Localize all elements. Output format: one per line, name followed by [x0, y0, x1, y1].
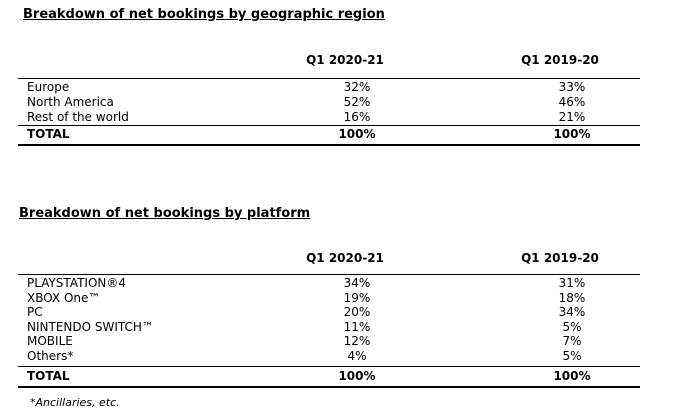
row-value-q1-2020-21: 11%	[343, 320, 371, 334]
total-value-q1-2019-20: 100%	[553, 369, 591, 383]
platform-total-rule	[18, 366, 640, 367]
row-value-q1-2020-21: 20%	[343, 305, 371, 319]
platform-row-nintendo-switch	[27, 320, 640, 335]
platform-header-rule	[18, 274, 640, 275]
row-label: NINTENDO SWITCH™	[27, 320, 154, 334]
total-value-q1-2020-21: 100%	[338, 127, 376, 141]
row-value-q1-2019-20: 31%	[558, 276, 586, 290]
platform-row-total	[27, 369, 640, 384]
platform-table-title: Breakdown of net bookings by platform	[19, 206, 311, 221]
region-bottom-rule	[18, 144, 640, 146]
platform-row-pc	[27, 305, 640, 320]
row-value-q1-2020-21: 32%	[343, 80, 371, 94]
row-value-q1-2019-20: 21%	[558, 110, 586, 124]
row-label: Others*	[27, 349, 74, 363]
region-row-north-america	[27, 95, 640, 110]
platform-row-mobile	[27, 334, 640, 349]
row-value-q1-2020-21: 52%	[343, 95, 371, 109]
platform-col-header-q1-2020-21: Q1 2020-21	[306, 251, 384, 265]
row-value-q1-2020-21: 4%	[347, 349, 367, 363]
row-value-q1-2020-21: 19%	[343, 291, 371, 305]
total-label: TOTAL	[27, 127, 70, 141]
region-row-europe	[27, 80, 640, 95]
row-label: MOBILE	[27, 334, 73, 348]
row-value-q1-2019-20: 33%	[558, 80, 586, 94]
region-row-rest-of-world	[27, 110, 640, 125]
row-label: PLAYSTATION®4	[27, 276, 127, 290]
platform-bottom-rule	[18, 386, 640, 388]
row-label: North America	[27, 95, 114, 109]
region-total-rule	[18, 125, 640, 126]
row-label: Europe	[27, 80, 70, 94]
row-value-q1-2020-21: 16%	[343, 110, 371, 124]
row-label: PC	[27, 305, 43, 319]
platform-row-playstation4	[27, 276, 640, 291]
row-value-q1-2019-20: 46%	[558, 95, 586, 109]
total-value-q1-2019-20: 100%	[553, 127, 591, 141]
total-label: TOTAL	[27, 369, 70, 383]
row-label: Rest of the world	[27, 110, 129, 124]
row-value-q1-2020-21: 34%	[343, 276, 371, 290]
region-header-rule	[18, 78, 640, 79]
row-label: XBOX One™	[27, 291, 101, 305]
row-value-q1-2019-20: 5%	[562, 349, 582, 363]
region-col-header-q1-2019-20: Q1 2019-20	[521, 53, 599, 67]
row-value-q1-2020-21: 12%	[343, 334, 371, 348]
row-value-q1-2019-20: 34%	[558, 305, 586, 319]
platform-row-others	[27, 349, 640, 364]
region-col-header-q1-2020-21: Q1 2020-21	[306, 53, 384, 67]
total-value-q1-2020-21: 100%	[338, 369, 376, 383]
row-value-q1-2019-20: 5%	[562, 320, 582, 334]
platform-row-xbox-one	[27, 291, 640, 306]
row-value-q1-2019-20: 18%	[558, 291, 586, 305]
region-table-title: Breakdown of net bookings by geographic region	[23, 7, 385, 22]
region-row-total	[27, 127, 640, 142]
platform-col-header-q1-2019-20: Q1 2019-20	[521, 251, 599, 265]
footnote: *Ancillaries, etc.	[30, 396, 120, 409]
row-value-q1-2019-20: 7%	[562, 334, 582, 348]
